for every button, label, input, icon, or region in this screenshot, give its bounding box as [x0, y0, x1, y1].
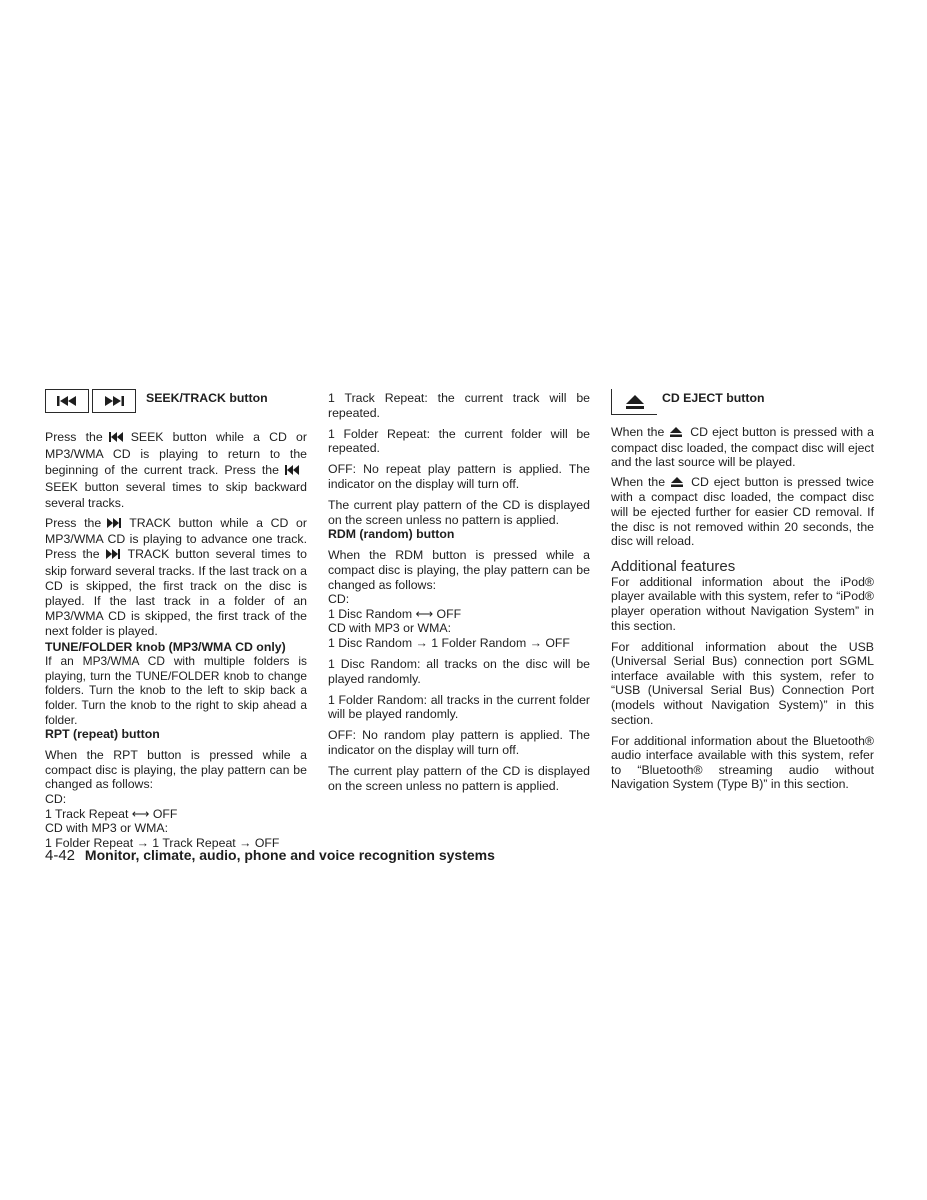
page-footer [45, 846, 645, 865]
track-text-b: TRACK button while a CD or MP3/WMA CD is playing to advance one track. Press the [45, 516, 307, 562]
repeat-display-paragraph: The current play pattern of the CD is displayed on the screen unless no pattern is applied. [328, 498, 590, 527]
disc-random-paragraph: 1 Disc Random: all tracks on the disc will be played randomly. [328, 657, 590, 686]
rdm-cd-pattern: 1 Disc Random ⟷ OFF [328, 606, 462, 621]
rpt-mp3-pattern: 1 Folder Repeat → 1 Track Repeat → OFF [45, 835, 280, 850]
eject-button-box [611, 389, 657, 415]
seek-text-c: SEEK button several times to skip backward several tracks. [45, 480, 307, 510]
skip-back-icon [109, 430, 123, 446]
folder-repeat-paragraph: 1 Folder Repeat: the current folder will be repeated. [328, 426, 590, 456]
eject-text-b: CD eject button is pressed with a compact disc loaded, the compact disc will eject and the last source will be played. [611, 425, 874, 470]
rdm-heading: RDM (random) button [328, 527, 455, 542]
folder-random-paragraph: 1 Folder Random: all tracks in the current folder will be played randomly. [328, 692, 590, 722]
column-middle [328, 389, 590, 793]
seek-track-heading: SEEK/TRACK button [146, 391, 268, 405]
rpt-heading: RPT (repeat) button [45, 727, 160, 742]
track-forward-button-graphic [92, 389, 136, 413]
seek-track-button-graphic [45, 389, 307, 415]
seek-paragraph [45, 429, 307, 511]
tune-folder-paragraph: If an MP3/WMA CD with multiple folders is playing, turn the TUNE/FOLDER knob to change folders. Turn the knob to the left to skip back a folder. Turn the knob to the right to skip ahead a folder. [45, 654, 307, 727]
rdm-mp3-pattern: 1 Disc Random → 1 Folder Random → OFF [328, 635, 570, 650]
cd-eject-button-graphic [611, 389, 874, 417]
rdm-mp3-label: CD with MP3 or WMA: [328, 621, 451, 636]
skip-back-icon [285, 463, 299, 479]
seek-text-b: SEEK button while a CD or MP3/WMA CD is playing to return to the beginning of the current track. Press the [45, 430, 307, 477]
section-title: Monitor, climate, audio, phone and voice recognition systems [84, 847, 495, 863]
seek-text-a: Press the [45, 430, 103, 444]
track-text-c: TRACK button several times to skip forward several tracks. If the last track on a CD is skipped, the first track on the disc is played. If the last track in a folder of an MP3/WMA CD is skipped, the first track of the next folder is played. [45, 547, 307, 639]
eject-text-d: CD eject button is pressed twice with a compact disc loaded, the compact disc will be ejected further for easier CD removal. If the disc is not removed within 20 seconds, the disc will reload. [611, 474, 874, 549]
skip-forward-icon [107, 517, 121, 532]
eject-text-c: When the [611, 474, 666, 489]
eject-icon [626, 395, 644, 409]
additional-features-heading: Additional features [611, 557, 736, 575]
random-display-paragraph: The current play pattern of the CD is displayed on the screen unless no pattern is applied. [328, 764, 590, 793]
rpt-cd-label: CD: [45, 792, 67, 807]
column-left [45, 389, 307, 850]
repeat-off-paragraph: OFF: No repeat play pattern is applied. The indicator on the display will turn off. [328, 462, 590, 491]
cd-eject-heading: CD EJECT button [662, 391, 765, 405]
eject-text-a: When the [611, 425, 665, 439]
eject-icon [671, 476, 683, 491]
skip-forward-icon [102, 395, 126, 407]
skip-forward-icon [106, 548, 120, 563]
rpt-mp3-label: CD with MP3 or WMA: [45, 821, 168, 836]
eject-paragraph-2 [611, 475, 874, 549]
usb-paragraph: For additional information about the USB (Universal Serial Bus) connection port SGML interface available with this system, refer to “USB (Universal Serial Bus) Connection Port (models without Navigation System)” in this section. [611, 639, 874, 727]
skip-back-icon [55, 395, 79, 407]
rpt-paragraph: When the RPT button is pressed while a compact disc is playing, the play pattern can be changed as follows: [45, 748, 307, 792]
eject-paragraph-1 [611, 425, 874, 470]
rdm-paragraph: When the RDM button is pressed while a compact disc is playing, the play pattern can be changed as follows: [328, 548, 590, 592]
track-paragraph [45, 516, 307, 640]
ipod-paragraph: For additional information about the iPod® player available with this system, refer to “iPod® player operation without Navigation System” in this section. [611, 574, 874, 633]
eject-icon [670, 426, 682, 441]
tune-folder-heading: TUNE/FOLDER knob (MP3/WMA CD only) [45, 639, 286, 654]
track-repeat-paragraph: 1 Track Repeat: the current track will be repeated. [328, 391, 590, 420]
rpt-cd-pattern: 1 Track Repeat ⟷ OFF [45, 806, 178, 821]
bluetooth-paragraph: For additional information about the Bluetooth® audio interface available with this system, refer to “Bluetooth® streaming audio without Navigation System (Type B)” in this section. [611, 733, 874, 792]
seek-back-button-graphic [45, 389, 89, 413]
rdm-cd-label: CD: [328, 592, 350, 607]
random-off-paragraph: OFF: No random play pattern is applied. The indicator on the display will turn off. [328, 728, 590, 757]
track-text-a: Press the [45, 516, 102, 530]
page-number: 4-42 [45, 847, 76, 864]
column-right [611, 389, 874, 792]
